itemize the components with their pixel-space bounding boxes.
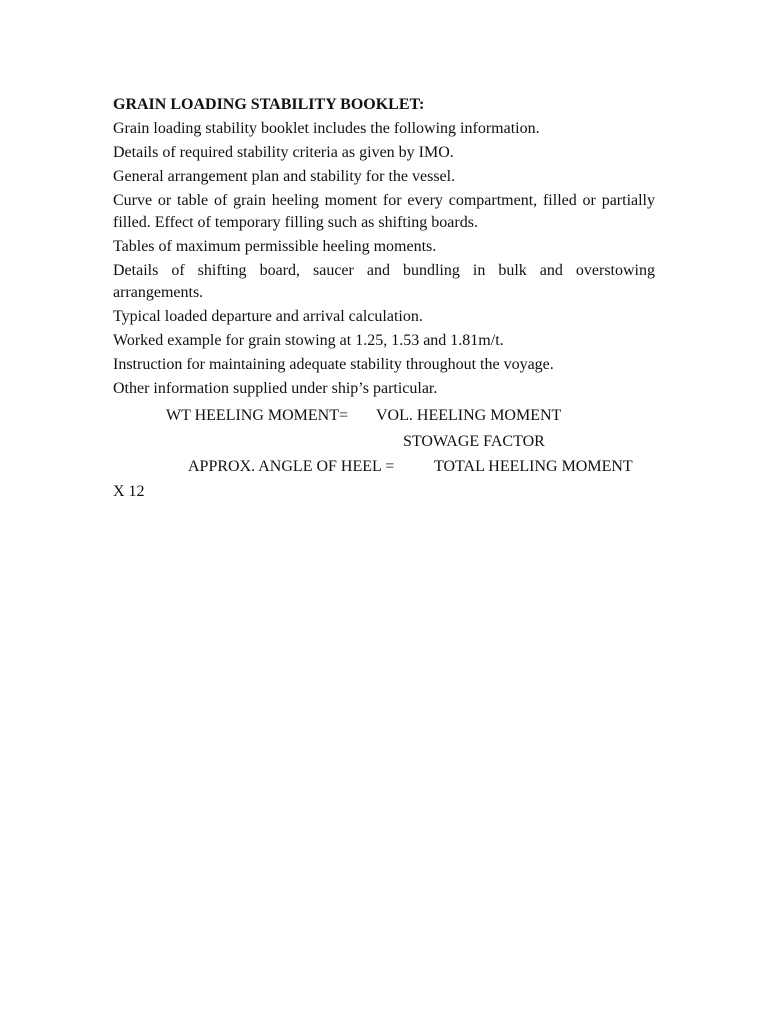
paragraph: General arrangement plan and stability for the vessel. (113, 168, 456, 185)
angle-of-heel-formula-right: TOTAL HEELING MOMENT (434, 458, 633, 475)
paragraph: Other information supplied under ship’s particular. (113, 380, 438, 397)
angle-of-heel-formula-left: APPROX. ANGLE OF HEEL = (188, 458, 395, 475)
paragraph: Details of shifting board, saucer and bundling in bulk and overstowing arrangements. (113, 262, 655, 301)
paragraph: Tables of maximum permissible heeling moments. (113, 238, 437, 255)
wt-heeling-formula-left: WT HEELING MOMENT= (166, 407, 349, 424)
document-body (113, 94, 655, 402)
wt-heeling-formula-numerator: VOL. HEELING MOMENT (376, 407, 562, 424)
paragraph: Typical loaded departure and arrival calculation. (113, 308, 423, 325)
wt-heeling-formula-denominator: STOWAGE FACTOR (403, 433, 545, 450)
paragraph: Instruction for maintaining adequate stability throughout the voyage. (113, 356, 554, 373)
paragraph: Worked example for grain stowing at 1.25, 1.53 and 1.81m/t. (113, 332, 504, 349)
paragraph: Curve or table of grain heeling moment for every compartment, filled or partially filled. Effect of temporary filling such as shifting boards. (113, 192, 655, 231)
paragraph: Grain loading stability booklet includes the following information. (113, 120, 540, 137)
paragraph: Details of required stability criteria as given by IMO. (113, 144, 454, 161)
angle-of-heel-multiplier: X 12 (113, 483, 145, 500)
document-heading: GRAIN LOADING STABILITY BOOKLET: (113, 96, 425, 113)
